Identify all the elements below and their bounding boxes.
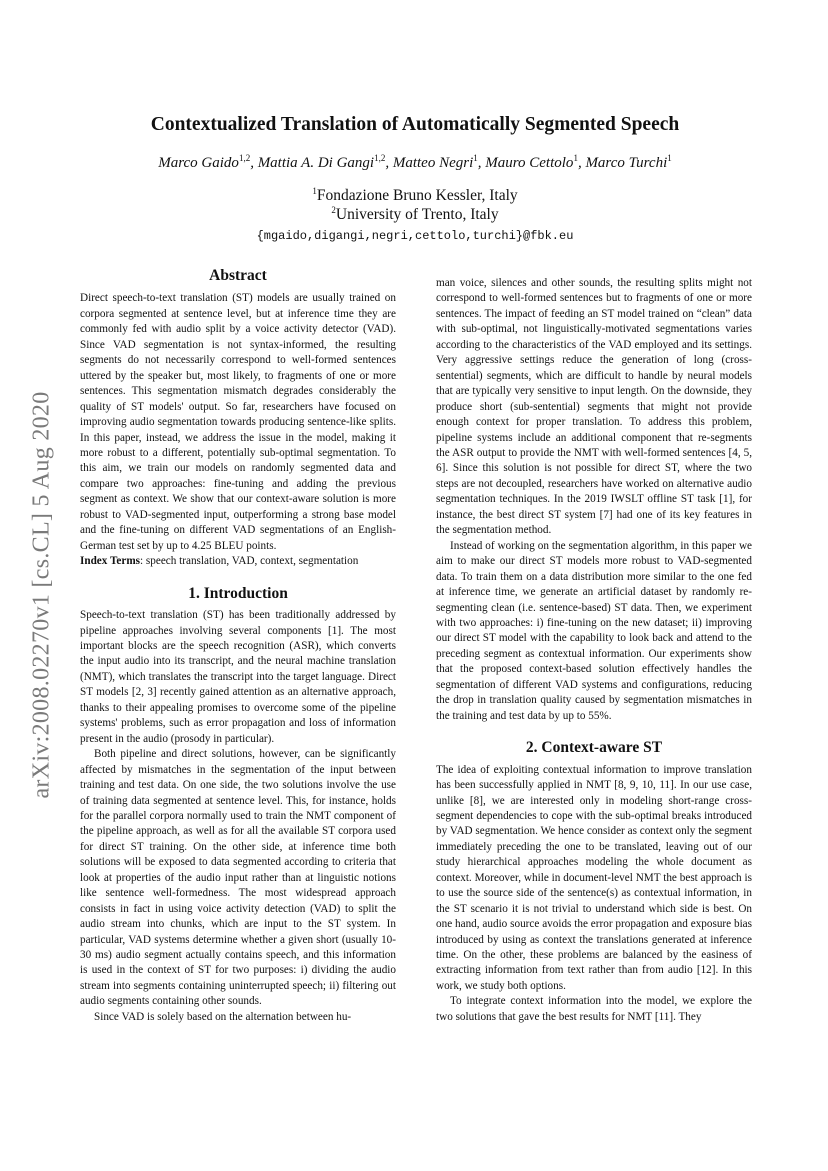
intro-paragraph-4: Instead of working on the segmentation algorithm, in this paper we aim to make our direct ST models more robust to VAD-segmented data. To train them on a data distribution more similar to the one fed at inference time, we generate an artificial dataset by randomly re-segmenting clean (i.e. sentence-based) ST data. Then, we experiment with two approaches: i) fine-tuning on the new dataset; ii) improving our direct ST model with the capability to look back and attend to the preceding segment as contextual information. Our experiments show that the proposed context-based solution effectively handles the segmentation of different VAD systems and configurations, reducing the drop in translation quality caused by segmentation mismatches in the training and test data by up to 55%. [436,539,752,722]
intro-paragraph-1: Speech-to-text translation (ST) has been traditionally addressed by pipeline approaches involving several components [1]. The most important blocks are the speech recognition (ASR), which converts the input audio into its transcript, and the neural machine translation (NMT), which translates the transcript into the target language. Direct ST models [2, 3] recently gained attention as an alternative approach, thanks to their appealing promises to overcome some of the pipeline systems' problems, such as error propagation and loss of information present in the audio (prosody in particular). [80,609,396,745]
author-emails: {mgaido,digangi,negri,cettolo,turchi}@fbk.eu [256,229,574,243]
author-name: Mattia A. Di Gangi [257,155,375,171]
author-name: Mauro Cettolo [485,155,574,171]
index-terms-label: Index Terms [80,555,140,568]
left-column [80,268,396,1025]
context-paragraph-1: The idea of exploiting contextual information to improve translation has been successfully applied in NMT [8, 9, 10, 11]. In our use case, unlike [8], we are interested only in modeling short-range cross-segment dependencies to cope with the sub-optimal breaks introduced by VAD segmentation. We hence consider as context only the segment immediately preceding the one to be translated, leaving out of our study hierarchical approaches modeling the whole document as context. Moreover, while in document-level NMT the best approach is to use the source side of the sentence(s) as contextual information, in the ST scenario it is not trivial to understand which side is best. On one hand, audio source avoids the error propagation and exposure bias introduced by using as context the translations generated at inference time. On the other, these problems are balanced by the easiness of extracting information from text rather than from audio [12]. In this work, we study both options. [436,763,752,992]
author-affiliation-mark: 1,2 [374,153,386,163]
author-list: Marco Gaido$^{1,2}$, Mattia A. Di Gangi$^{1,2}$, Matteo Negri$^1$, Mauro Cettolo$^1$, Marco Turchi$^1$ [158,153,672,171]
abstract-text: Direct speech-to-text translation (ST) models are usually trained on corpora segmented at sentence level, but at inference time they are commonly fed with audio split by a voice activity detector (VAD). Since VAD segmentation is not syntax-informed, the resulting segments do not necessarily correspond to well-formed sentences uttered by the speaker but, most likely, to fragments of one or more sentences. This segmentation mismatch degrades considerably the quality of ST models' output. So far, researchers have focused on improving audio segmentation towards producing sentence-like splits. In this paper, instead, we address the issue in the model, making it more robust to a different, potentially sub-optimal segmentation. To this aim, we train our models on randomly segmented data and compare two approaches: fine-tuning and adding the previous segment as context. We show that our context-aware solution is more robust to VAD-segmented input, outperforming a strong base model and the fine-tuning on different VAD segmentations of an English-German test set by up to 4.25 BLEU points. [80,292,396,552]
affiliation-mark: 1 [312,186,317,196]
index-terms-list: : speech translation, VAD, context, segmentation [140,555,359,568]
author-affiliation-mark: 1 [473,153,478,163]
intro-paragraph-2: Both pipeline and direct solutions, however, can be significantly affected by mismatches in the segmentation of the input between training and test data. On one side, the two solutions involve the use of training data segmented at sentence level. This, for instance, holds for the parallel corpora normally used to train the NMT component of the pipeline approach, as well as for all the available ST corpora used for direct ST training. On the other side, at inference time both solutions will be exposed to data segmented according to criteria that look at properties of the audio input rather than at linguistic notions like sentence well-formedness. The most widespread approach consists in fact in using voice activity detection (VAD) to split the audio stream into chunks, which are input to the ST system. In particular, VAD systems determine whether a given short (usually 10-30 ms) audio segment actually contains speech, and this information is used in the context of ST for two purposes: i) dividing the audio stream into segments containing uninterrupted speech; ii) filtering out audio segments containing other sounds. [80,748,396,1008]
author-name: Marco Gaido [158,155,239,171]
author-affiliation-mark: 1 [667,153,672,163]
affiliation [200,205,630,224]
affiliation [200,186,630,205]
author-name: Matteo Negri [392,155,474,171]
author-affiliation-mark: 1 [573,153,578,163]
affiliation-name: Fondazione Bruno Kessler, Italy [316,187,518,205]
right-column [436,276,752,1025]
affiliation-mark: 2 [331,205,336,215]
author-name: Marco Turchi [585,155,668,171]
context-paragraph-2: To integrate context information into the model, we explore the two solutions that gave the best results for NMT [11]. They [436,995,752,1023]
index-terms [80,554,396,569]
arxiv-id: arXiv:2008.02270v1 [cs.CL] 5 Aug 2020 [28,391,55,799]
section-heading-context-aware-st: 2. Context-aware ST [525,739,663,757]
author-affiliation-mark: 1,2 [238,153,251,163]
paper-title: Contextualized Translation of Automatically Segmented Speech [150,114,680,135]
arxiv-watermark [12,355,72,835]
intro-paragraph-3: Since VAD is solely based on the alternation between hu- [94,1010,352,1023]
affiliation-name: University of Trento, Italy [335,206,499,224]
section-heading-introduction: 1. Introduction [188,584,288,602]
intro-paragraph-3-continued: man voice, silences and other sounds, the resulting splits might not correspond to well-formed sentences but to fragments of one or more sentences. The impact of feeding an ST model trained on “clean” data with sub-optimal, not linguistically-motivated segmentations varies according to the characteristics of the VAD employed and its settings. Very aggressive settings reduce the generation of long (cross-sentential) segments, which are difficult to handle by neural models that are typically very sensitive to input length. On the downside, they produce short (sub-sentential) segments that might not provide enough context for proper translation. To address this problem, pipeline systems include an additional component that re-segments the ASR output to provide the NMT with well-formed sentences [4, 5, 6]. Since this solution is not possible for direct ST, where the two steps are not decoupled, researchers have worked on alternative audio segmentation techniques. In the 2019 IWSLT offline ST task [1], for instance, the best direct ST system [7] had one of its key features in the segmentation method. [436,277,752,537]
abstract-heading: Abstract [209,267,267,284]
